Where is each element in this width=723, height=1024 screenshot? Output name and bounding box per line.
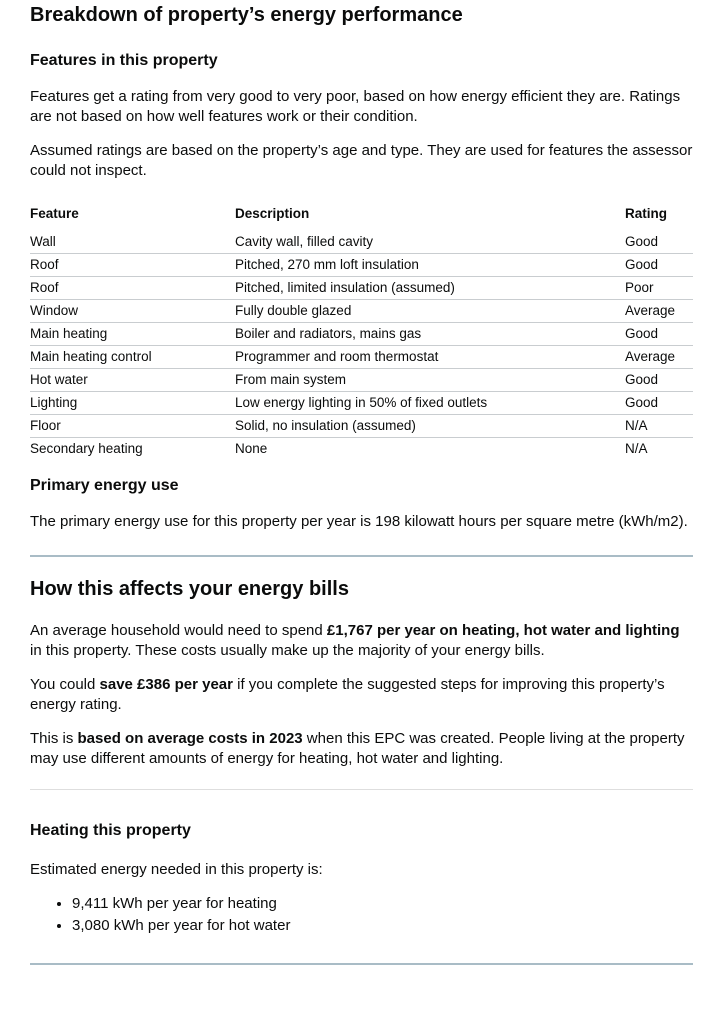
table-cell-rating: Good	[625, 254, 693, 277]
energy-bills-paragraphs	[30, 621, 693, 769]
table-cell-feature: Roof	[30, 254, 235, 277]
primary-energy-heading: Primary energy use	[30, 477, 179, 494]
table-cell-rating: Average	[625, 346, 693, 369]
paragraph: This is based on average costs in 2023 when this EPC was created. People living at the property may use different amounts of energy for heating, hot water and lighting.	[30, 730, 685, 767]
page-title: Breakdown of property’s energy performance	[30, 4, 463, 26]
table-cell-description: Low energy lighting in 50% of fixed outlets	[235, 392, 625, 415]
table-row	[30, 231, 693, 254]
table-cell-description: Boiler and radiators, mains gas	[235, 323, 625, 346]
table-cell-rating: Average	[625, 300, 693, 323]
table-cell-rating: Good	[625, 323, 693, 346]
features-table	[30, 206, 693, 460]
table-cell-feature: Roof	[30, 277, 235, 300]
table-cell-feature: Main heating control	[30, 346, 235, 369]
table-cell-feature: Lighting	[30, 392, 235, 415]
table-row	[30, 369, 693, 392]
table-cell-feature: Wall	[30, 231, 235, 254]
column-header-rating: Rating	[625, 206, 667, 221]
features-section	[30, 51, 693, 460]
table-cell-rating: Good	[625, 369, 693, 392]
table-row	[30, 300, 693, 323]
light-divider	[30, 789, 693, 790]
table-cell-feature: Secondary heating	[30, 441, 143, 456]
table-cell-description: Solid, no insulation (assumed)	[235, 415, 625, 438]
paragraph: An average household would need to spend £1,767 per year on heating, hot water and lighting in this property. These costs usually make up the majority of your energy bills.	[30, 622, 680, 659]
column-header-feature: Feature	[30, 206, 79, 221]
table-cell-rating: N/A	[625, 415, 693, 438]
table-cell-description: Programmer and room thermostat	[235, 346, 625, 369]
table-row	[30, 254, 693, 277]
table-cell-description: From main system	[235, 369, 625, 392]
features-table-body	[30, 231, 693, 460]
heating-heading: Heating this property	[30, 822, 191, 839]
primary-energy-section	[30, 476, 693, 532]
list-item: • 3,080 kWh per year for hot water	[72, 915, 693, 937]
table-cell-description: Fully double glazed	[235, 300, 625, 323]
features-heading: Features in this property	[30, 52, 218, 69]
table-cell-description: Pitched, 270 mm loft insulation	[235, 254, 625, 277]
bottom-divider	[30, 963, 693, 965]
table-cell-feature: Window	[30, 300, 235, 323]
table-cell-description: None	[235, 441, 268, 456]
heating-section	[30, 821, 693, 937]
table-cell-rating: Poor	[625, 277, 693, 300]
table-cell-rating: Good	[625, 392, 693, 415]
paragraph: You could save £386 per year if you complete the suggested steps for improving this property’s energy rating.	[30, 676, 665, 713]
table-cell-rating: Good	[625, 231, 693, 254]
table-row	[30, 346, 693, 369]
table-row	[30, 438, 693, 461]
features-table-header	[30, 206, 693, 231]
table-cell-rating: N/A	[625, 441, 648, 456]
table-cell-feature: Main heating	[30, 323, 235, 346]
section-divider	[30, 555, 693, 557]
energy-bills-heading: How this affects your energy bills	[30, 578, 349, 600]
table-cell-description: Pitched, limited insulation (assumed)	[235, 277, 625, 300]
table-row	[30, 392, 693, 415]
table-cell-feature: Hot water	[30, 369, 235, 392]
column-header-description: Description	[235, 206, 310, 221]
table-row	[30, 323, 693, 346]
table-row	[30, 277, 693, 300]
table-cell-feature: Floor	[30, 415, 235, 438]
heating-energy-list	[30, 893, 693, 937]
energy-bills-section	[30, 577, 693, 769]
table-cell-description: Cavity wall, filled cavity	[235, 231, 625, 254]
primary-energy-text: The primary energy use for this property per year is 198 kilowatt hours per square metre (kWh/m2).	[30, 513, 688, 530]
features-intro-text: Features get a rating from very good to very poor, based on how energy efficient they are. Ratings are not based on how well features work or their condition.	[30, 88, 681, 125]
list-item: • 9,411 kWh per year for heating	[72, 893, 693, 915]
table-row	[30, 415, 693, 438]
heating-intro-text: Estimated energy needed in this property is:	[30, 861, 323, 878]
features-assumed-note: Assumed ratings are based on the property’s age and type. They are used for features the assessor could not inspect.	[30, 142, 693, 179]
